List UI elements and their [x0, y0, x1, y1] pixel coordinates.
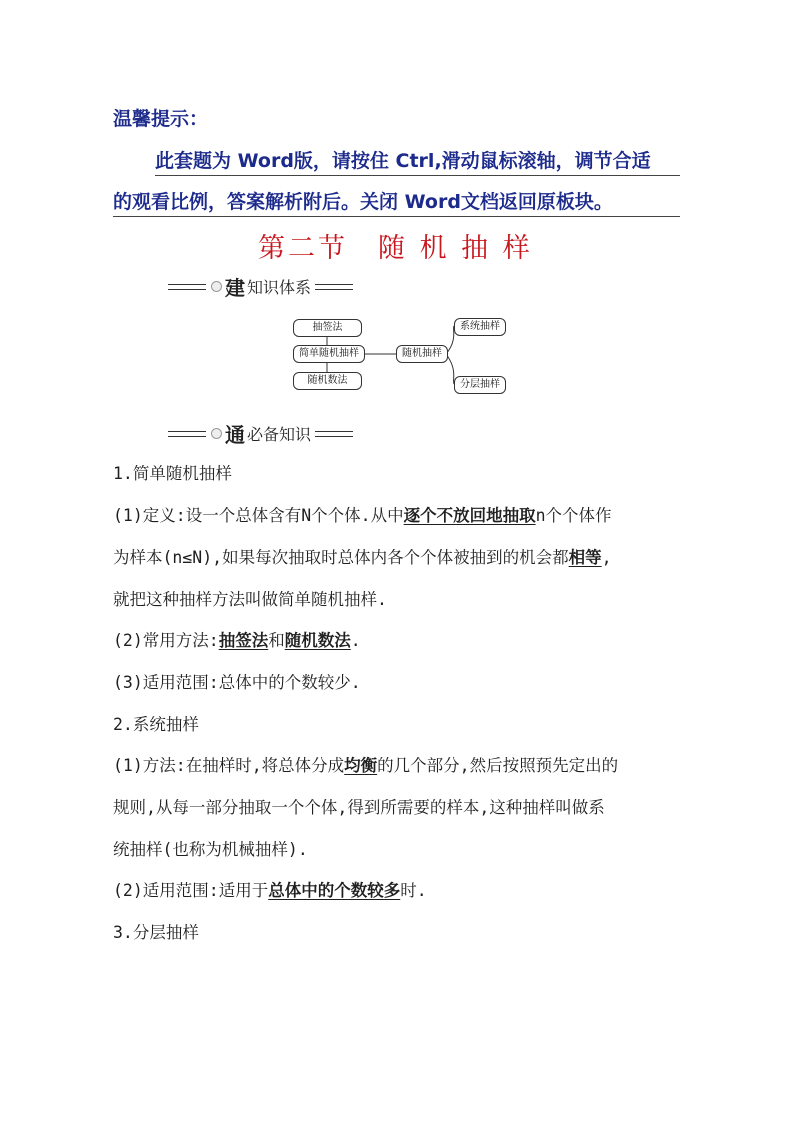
- section-char: 通: [225, 423, 245, 447]
- text-span: 为样本(n≤N),如果每次抽取时总体内各个个体被抽到的机会都: [113, 548, 569, 567]
- box-systematic-sampling: 系统抽样: [454, 318, 506, 336]
- text-span: 时.: [400, 881, 427, 900]
- text-span: ,: [601, 548, 612, 567]
- text-span: 的几个部分,然后按照预先定出的: [377, 756, 619, 775]
- box-random-sampling: 随机抽样: [396, 345, 448, 363]
- text-span: (2)适用范围:适用于: [113, 881, 269, 900]
- double-rule-right: [315, 431, 353, 437]
- paragraph-line: [113, 627, 361, 651]
- page-title: 第二节 随 机 抽 样: [258, 233, 533, 264]
- paragraph-line: 规则,从每一部分抽取一个个体,得到所需要的样本,这种抽样叫做系: [113, 798, 605, 817]
- emphasis-text: 总体中的个数较多: [268, 881, 401, 900]
- box-random-number-method: 随机数法: [293, 372, 362, 390]
- paragraph-line: (3)适用范围:总体中的个数较少.: [113, 673, 361, 692]
- section-header-essential-knowledge: [168, 419, 353, 448]
- emphasis-text: 相等: [568, 548, 602, 567]
- paragraph-line: [113, 502, 612, 526]
- box-lottery-method: 抽签法: [293, 319, 362, 337]
- emphasis-text: 逐个不放回地抽取: [403, 506, 536, 525]
- magnifier-icon: [211, 281, 222, 292]
- text-span: .: [350, 631, 361, 650]
- text-span: (1)定义:设一个总体含有N个个体.从中: [113, 506, 404, 525]
- heading-simple-random-sampling: 1.简单随机抽样: [113, 464, 232, 483]
- box-stratified-sampling: 分层抽样: [454, 376, 506, 394]
- section-header-knowledge-system: [168, 272, 353, 301]
- text-span: 和: [268, 631, 285, 650]
- double-rule-left: [168, 431, 206, 437]
- tip-line-2: 的观看比例，答案解析附后。关闭 Word文档返回原板块。: [113, 187, 680, 217]
- text-span: (1)方法:在抽样时,将总体分成: [113, 756, 345, 775]
- tip-heading: 温馨提示：: [113, 108, 209, 130]
- knowledge-diagram: [280, 310, 520, 400]
- tip-line-1: 此套题为 Word版，请按住 Ctrl,滑动鼠标滚轴，调节合适: [155, 146, 680, 176]
- section-label: 知识体系: [247, 278, 312, 297]
- heading-stratified-sampling: 3.分层抽样: [113, 923, 199, 942]
- paragraph-line: 统抽样(也称为机械抽样).: [113, 840, 308, 859]
- magnifier-icon: [211, 428, 222, 439]
- double-rule-left: [168, 284, 206, 290]
- text-span: (2)常用方法:: [113, 631, 219, 650]
- paragraph-line: [113, 544, 612, 568]
- emphasis-text: 随机数法: [284, 631, 351, 650]
- double-rule-right: [315, 284, 353, 290]
- paragraph-line: [113, 752, 618, 776]
- paragraph-line: [113, 877, 427, 901]
- emphasis-text: 抽签法: [218, 631, 269, 650]
- section-label: 必备知识: [247, 425, 312, 444]
- paragraph-line: 就把这种抽样方法叫做简单随机抽样.: [113, 590, 387, 609]
- text-span: n个个体作: [535, 506, 612, 525]
- section-char: 建: [225, 276, 245, 300]
- box-simple-random-sampling: 简单随机抽样: [293, 345, 365, 363]
- heading-systematic-sampling: 2.系统抽样: [113, 715, 199, 734]
- emphasis-text: 均衡: [344, 756, 378, 775]
